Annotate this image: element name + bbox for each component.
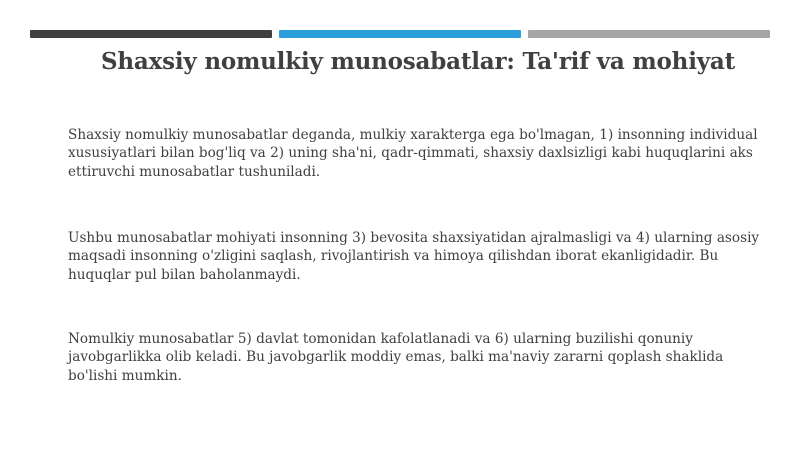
paragraph-protection: Nomulkiy munosabatlar 5) davlat tomonidan kafolatlanadi va 6) ularning buzilishi qonuniy javobgarlikka olib keladi. Bu javobgarlik moddiy emas, balki ma'naviy zararni qoplash shaklida bo'lishi mumkin.	[68, 331, 724, 384]
accent-bar-dark	[30, 30, 272, 38]
slide-title: Shaxsiy nomulkiy munosabatlar: Ta'rif va mohiyat	[100, 48, 736, 75]
paragraph-essence: Ushbu munosabatlar mohiyati insonning 3) bevosita shaxsiyatidan ajralmasligi va 4) ularning asosiy maqsadi insonning o'zligini saqlash, rivojlantirish va himoya qilishdan iborat ekanligidadir. Bu huquqlar pul bilan baholanmaydi.	[68, 230, 760, 283]
paragraph-definition: Shaxsiy nomulkiy munosabatlar deganda, mulkiy xarakterga ega bo'lmagan, 1) insonning individual xususiyatlari bilan bog'liq va 2) uning sha'ni, qadr-qimmati, shaxsiy daxlsizligi kabi huquqlarini aks ettiruvchi munosabatlar tushuniladi.	[68, 127, 758, 180]
accent-bar-blue	[279, 30, 521, 38]
accent-bar-gray	[528, 30, 770, 38]
